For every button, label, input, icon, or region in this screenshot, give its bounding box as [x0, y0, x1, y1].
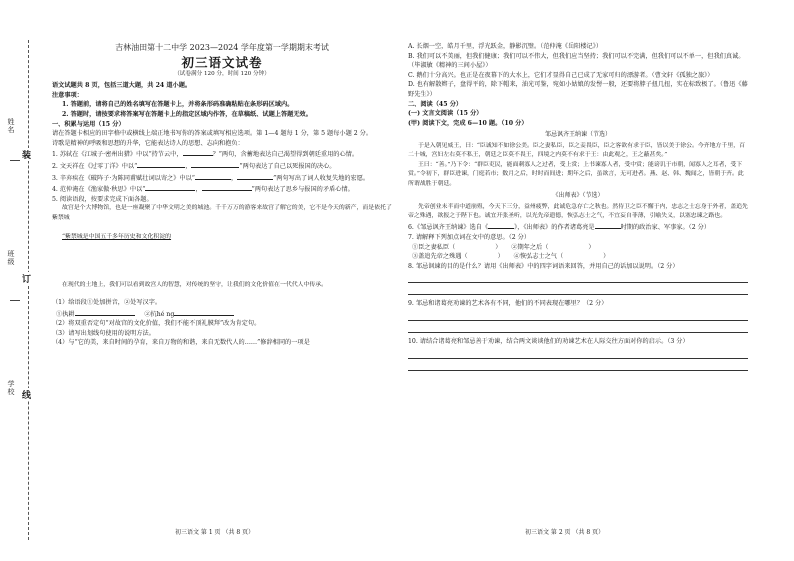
question-4-text-a: 4. 范仲淹在《渔家傲·秋思》中以“ — [52, 186, 146, 194]
question-6-text-b: 》，《出师表》的作者诸葛亮是 — [514, 224, 595, 232]
intro: 语文试题共 8 页，包括三道大题，共 24 道小题。 — [52, 82, 192, 90]
answer-blank[interactable] — [237, 172, 273, 180]
answer-line[interactable] — [408, 283, 748, 295]
question-7: 7. 请解释下列加点词在文中的意思。（2 分） — [408, 233, 531, 241]
class-blank — [10, 300, 20, 301]
question-7-items-row-1: ①臣之妻私臣（ ） ②期年之后（ ） — [411, 243, 595, 251]
question-5-4: （4）与“它的美，来自时间的孕育，来自万物的和谐，来自无数代人的……”修辞相同的一项是 — [52, 339, 310, 347]
notice-head: 注意事项： — [52, 91, 83, 99]
section-1-title: 一、积累与运用（15 分） — [52, 120, 125, 128]
answer-blank[interactable] — [75, 308, 135, 316]
binding-mark-ding: 订 — [22, 272, 31, 285]
answer-blank[interactable] — [174, 308, 234, 316]
question-2-text-a: 2. 文天祥在《过零丁洋》中以“ — [52, 162, 138, 170]
answer-blank[interactable] — [202, 183, 252, 191]
school-line: 吉林油田第十二中学 2023—2024 学年度第一学期期末考试 — [115, 43, 329, 52]
binding-mark-zhuang: 装 — [22, 148, 31, 161]
question-7-item-1: ①臣之妻私臣（ — [411, 243, 456, 251]
question-4-text-b: ”两句表达了思乡与报国的矛盾心情。 — [251, 186, 354, 194]
footer-right: 初三语文 第 2 页 （共 8 页） — [525, 529, 605, 536]
class-label: 班级 — [7, 250, 15, 266]
question-2-text-b: ”两句表达了自己以死报国的决心。 — [239, 162, 336, 170]
answer-line[interactable] — [408, 347, 748, 359]
question-3-text-b: ”两句写出了词人收复失地的宏愿。 — [273, 174, 370, 182]
option-b: B. 我们可以不美丽，但我们健康；我们可以不伟大，但我们应当坚持；我们可以不完满，但我们可以不单一，但我们真诚。（毕淑敏《精神的三间小屋》） — [408, 52, 745, 70]
answer-line[interactable] — [408, 309, 748, 321]
question-7-items-row-2: ③盖追先帝之殊遇（ ） ④恢弘志士之气（ ） — [411, 253, 610, 261]
binding-margin — [0, 0, 40, 561]
school-label: 学校 — [7, 380, 15, 396]
notice-1: 1. 答题前，请将自己的姓名填写在答题卡上，并将条形码准确粘贴在条形码区域内。 — [62, 101, 294, 109]
section-1-intro: 请在答题卡相应的田字格中或横线上端正地书写你的答案或填写相应选项。第 1—4 题每 1 分，第 5 题每小题 2 分。 — [52, 130, 373, 138]
passage-para-1: 故宫是个大博物馆，也是一座凝聚了中华文明之美的城池。千千万万的游客来故宫了解它的美，它不是今天的新产，而是依托了紫禁城 — [52, 205, 392, 221]
question-7-item-3: ③盖追先帝之殊遇（ — [411, 253, 468, 261]
answer-blank[interactable] — [195, 172, 231, 180]
passage-placeholder-lines — [52, 224, 392, 233]
passage-jia-instruction: (甲) 阅读下文，完成 6—10 题。（10 分） — [408, 119, 528, 127]
item-b: ②抗hé ng — [144, 310, 175, 318]
answer-blank[interactable] — [191, 160, 239, 168]
passage-yi-title: 《出师表》（节选） — [552, 191, 604, 199]
section-2-title: 二、阅读（45 分） — [408, 100, 463, 108]
answer-blank[interactable] — [137, 160, 185, 168]
answer-blank[interactable] — [595, 221, 621, 229]
question-4: 4. 范仲淹在《渔家傲·秋思》中以“ ， ”两句表达了思乡与报国的矛盾心情。 — [52, 183, 392, 195]
question-8: 8. 邹忌讽谏的目的是什么？请用《出师表》中的四字词语来回答，并用自己的话加以说明。（2 分） — [408, 262, 679, 270]
name-label: 姓名 — [7, 118, 15, 134]
option-a: A. 长烟一空，皓月千里，浮光跃金，静影沉璧。（范仲淹《岳阳楼记》） — [408, 43, 603, 50]
notice-2: 2. 答题时，请按要求将答案写在答题卡上的指定区域内作答，在草稿纸、试题上答题无效。 — [62, 110, 312, 118]
question-1 — [52, 148, 392, 160]
binding-mark-xian: 线 — [22, 388, 31, 401]
question-5-3: （3）请写出划线句使用的说明方法。 — [52, 329, 155, 337]
name-blank — [10, 160, 20, 161]
passage-gap-2 — [52, 290, 392, 298]
answer-line[interactable] — [408, 321, 748, 333]
section-2a-title: (一) 文言文阅读（15 分） — [408, 110, 483, 118]
footer-left: 初三语文 第 1 页 （共 8 页） — [175, 529, 255, 536]
passage-jia-para-1: 于是入朝见威王，曰：“臣诚知不如徐公美。臣之妻私臣，臣之妾畏臣，臣之客欲有求于臣，皆以美于徐公。今齐地方千里，百二十城，宫妇左右莫不私王，朝廷之臣莫不畏王，四境之内莫不有求于王：由此观之，王之蔽甚矣。” — [408, 142, 745, 159]
right-column — [408, 42, 748, 371]
passage-gap — [52, 243, 392, 281]
question-1-text-a: 1. 苏轼在《江城子·密州出猎》中以“持节云中， — [52, 151, 183, 159]
left-column — [52, 42, 392, 348]
question-2: 2. 文天祥在《过零丁洋》中以“ ， ”两句表达了自己以死报国的决心。 — [52, 160, 392, 172]
question-5-1: （1）给语段①处加拼音，②处写汉字。 — [52, 298, 162, 306]
item-a: ①执耕 — [55, 310, 75, 318]
answer-line[interactable] — [408, 359, 748, 371]
question-7-item-2: ②期年之后（ — [511, 243, 549, 251]
question-5: 5. 阅读语段，按要求完成下面各题。 — [52, 195, 153, 203]
passage-yi-para: 先帝创业未半而中道崩殂，今天下三分，益州疲弊，此诚危急存亡之秋也。然侍卫之臣不懈于内，忠志之士忘身于外者，盖追先帝之殊遇，欲报之于陛下也。诚宜开张圣听，以光先帝遗德，恢弘志士之气，不宜妄自菲薄，引喻失义，以塞忠谏之路也。 — [408, 203, 748, 219]
answer-line[interactable] — [408, 271, 748, 283]
option-d: D. 也有解散辫子，盘得平的，除下帽来，油光可鉴，宛如小姑娘的发髻一般，还要将脖子扭几扭，实在标致极了。（鲁迅《藤野先生》） — [408, 81, 748, 98]
exam-title: 初三语文试卷 — [181, 55, 263, 70]
answer-blank[interactable] — [145, 183, 195, 191]
answer-blank[interactable] — [183, 148, 213, 156]
answer-blank[interactable] — [488, 221, 514, 229]
question-3: 3. 辛弃疾在《破阵子·为陈同甫赋壮词以寄之》中以“ ， ”两句写出了词人收复失地的宏愿。 — [52, 172, 392, 184]
question-7-item-4: ④恢弘志士之气（ — [513, 253, 564, 261]
question-6 — [408, 221, 748, 233]
poem-intro: 诗歌是精神的呼吸和思想的升华，它能表达诗人的思想、志向和抱负： — [52, 139, 244, 147]
question-5-2: （2）将双重否定句“对故宫的文化价值，我们不能不顶礼膜拜”改为肯定句。 — [52, 320, 261, 328]
question-9: 9. 邹忌和诸葛亮劝谏的艺术各有不同，他们的不同表现在哪里？（2 分） — [408, 300, 608, 308]
question-3-text-a: 3. 辛弃疾在《破阵子·为陈同甫赋壮词以寄之》中以“ — [52, 174, 195, 182]
question-6-text-a: 6.《邹忌讽齐王纳谏》选自《 — [408, 224, 489, 232]
passage-jia-para-2: 王曰：“善。”乃下令：“群臣吏民，能面刺寡人之过者，受上赏；上书谏寡人者，受中赏；能谤讥于市朝，闻寡人之耳者，受下赏。”令初下，群臣进谏，门庭若市；数月之后，时时而间进；期年之后，虽欲言，无可进者。燕、赵、韩、魏闻之，皆朝于齐。此所谓战胜于朝廷。 — [408, 161, 744, 187]
option-c: C. 鹅们十分高兴。也正是在夜幕下的大水上，它们才显得自己已成了无家可归的漂游者。（曹文轩《孤独之旅》） — [408, 71, 714, 79]
question-5-1-items — [52, 308, 392, 320]
passage-jia-title: 邹忌讽齐王纳谏（节选） — [544, 131, 611, 139]
exam-note: （试卷满分 120 分，时间 120 分钟） — [174, 70, 270, 77]
question-10: 10. 请结合诸葛亮和邹忌善于劝谏，结合两文谈谈他们的劝谏艺术在人际交往方面对你的启示。（3 分） — [408, 337, 689, 345]
passage-para-3: 在现代的土地上，我们可以看到故宫人的智慧，对传统的坚守，让我们的文化价值在一代代人中传承。 — [62, 281, 328, 288]
question-1-text-b: ？”两句，含蓄地表达自己渴望得到朝廷重用的心情。 — [212, 151, 359, 159]
binding-dashed-line — [28, 40, 29, 540]
question-6-text-c: 时期的政治家、军事家。（2 分） — [620, 224, 711, 232]
passage-para-2: “紫禁城是中国五千多年历史和文化积淀的 — [62, 234, 172, 241]
